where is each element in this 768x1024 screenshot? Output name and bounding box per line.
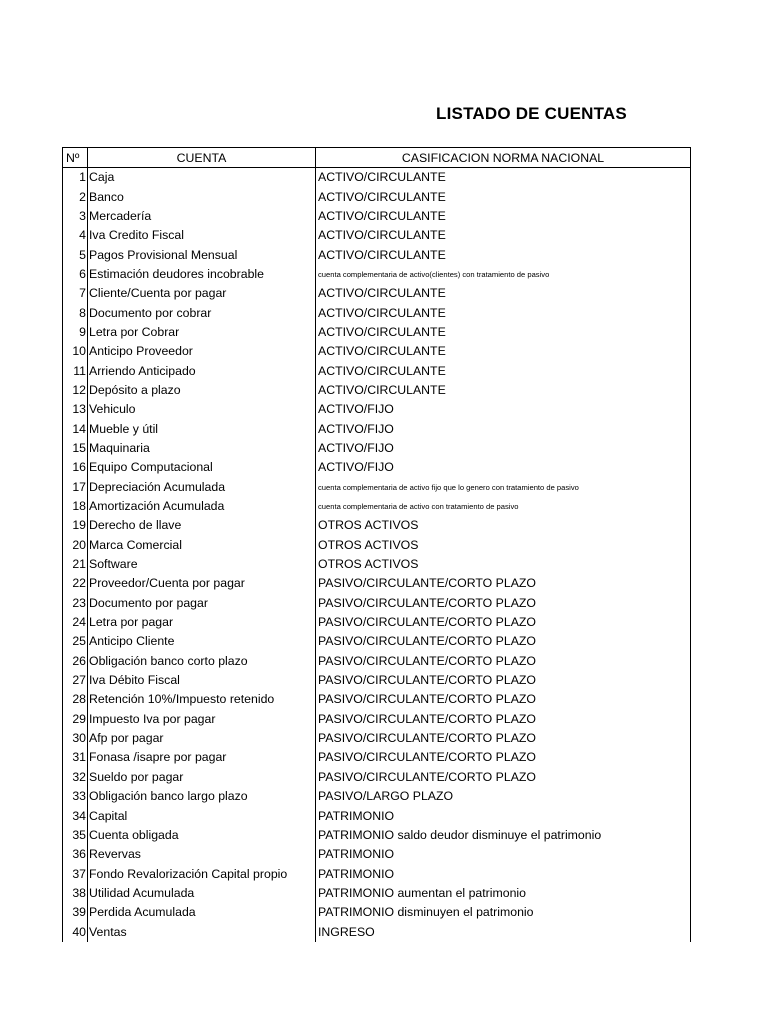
account-name: Capital (88, 806, 316, 825)
table-body (63, 168, 691, 942)
account-name: Afp por pagar (88, 729, 316, 748)
account-classification: PASIVO/CIRCULANTE/CORTO PLAZO (316, 768, 691, 787)
account-classification: cuenta complementaria de activo con tratamiento de pasivo (316, 497, 691, 516)
account-classification: PASIVO/CIRCULANTE/CORTO PLAZO (316, 594, 691, 613)
table-row (63, 826, 691, 845)
account-name: Derecho de llave (88, 516, 316, 535)
row-number: 31 (63, 748, 88, 767)
table-row (63, 284, 691, 303)
row-number: 12 (63, 381, 88, 400)
account-name: Obligación banco corto plazo (88, 652, 316, 671)
table-row (63, 245, 691, 264)
account-name: Fonasa /isapre por pagar (88, 748, 316, 767)
account-classification: OTROS ACTIVOS (316, 555, 691, 574)
row-number: 30 (63, 729, 88, 748)
account-classification: OTROS ACTIVOS (316, 536, 691, 555)
account-classification: ACTIVO/CIRCULANTE (316, 168, 691, 188)
account-name: Iva Credito Fiscal (88, 226, 316, 245)
table-row (63, 381, 691, 400)
account-name: Documento por pagar (88, 594, 316, 613)
table-row (63, 903, 691, 922)
row-number: 21 (63, 555, 88, 574)
account-name: Banco (88, 187, 316, 206)
account-classification: PATRIMONIO (316, 845, 691, 864)
account-classification: ACTIVO/CIRCULANTE (316, 381, 691, 400)
account-classification: ACTIVO/FIJO (316, 439, 691, 458)
row-number: 35 (63, 826, 88, 845)
table-row (63, 555, 691, 574)
row-number: 3 (63, 207, 88, 226)
row-number: 37 (63, 864, 88, 883)
account-classification: ACTIVO/CIRCULANTE (316, 361, 691, 380)
table-row (63, 439, 691, 458)
row-number: 18 (63, 497, 88, 516)
table-row (63, 671, 691, 690)
account-name: Depósito a plazo (88, 381, 316, 400)
row-number: 24 (63, 613, 88, 632)
table-row (63, 864, 691, 883)
account-classification: PASIVO/LARGO PLAZO (316, 787, 691, 806)
table-row (63, 342, 691, 361)
account-classification: PATRIMONIO aumentan el patrimonio (316, 884, 691, 903)
row-number: 22 (63, 574, 88, 593)
table-row (63, 400, 691, 419)
row-number: 26 (63, 652, 88, 671)
table-row (63, 884, 691, 903)
account-classification: ACTIVO/CIRCULANTE (316, 303, 691, 322)
row-number: 14 (63, 419, 88, 438)
row-number: 20 (63, 536, 88, 555)
row-number: 32 (63, 768, 88, 787)
row-number: 17 (63, 478, 88, 497)
table-row (63, 168, 691, 188)
table-row (63, 652, 691, 671)
table-row (63, 361, 691, 380)
account-name: Software (88, 555, 316, 574)
table-row (63, 787, 691, 806)
row-number: 33 (63, 787, 88, 806)
account-name: Obligación banco largo plazo (88, 787, 316, 806)
account-name: Maquinaria (88, 439, 316, 458)
row-number: 34 (63, 806, 88, 825)
account-classification: PATRIMONIO (316, 806, 691, 825)
account-name: Perdida Acumulada (88, 903, 316, 922)
accounts-table-container (62, 147, 691, 942)
table-row (63, 690, 691, 709)
account-name: Impuesto Iva por pagar (88, 710, 316, 729)
row-number: 8 (63, 303, 88, 322)
account-classification: PASIVO/CIRCULANTE/CORTO PLAZO (316, 652, 691, 671)
table-row (63, 419, 691, 438)
table-row (63, 845, 691, 864)
account-name: Cuenta obligada (88, 826, 316, 845)
accounts-table (62, 147, 691, 942)
table-row (63, 613, 691, 632)
account-classification: PATRIMONIO (316, 864, 691, 883)
account-name: Caja (88, 168, 316, 188)
row-number: 15 (63, 439, 88, 458)
account-classification: PASIVO/CIRCULANTE/CORTO PLAZO (316, 748, 691, 767)
account-name: Arriendo Anticipado (88, 361, 316, 380)
account-name: Retención 10%/Impuesto retenido (88, 690, 316, 709)
account-name: Depreciación Acumulada (88, 478, 316, 497)
row-number: 19 (63, 516, 88, 535)
account-classification: PASIVO/CIRCULANTE/CORTO PLAZO (316, 710, 691, 729)
account-name: Ventas (88, 922, 316, 941)
account-classification: ACTIVO/CIRCULANTE (316, 226, 691, 245)
row-number: 16 (63, 458, 88, 477)
account-classification: ACTIVO/CIRCULANTE (316, 207, 691, 226)
account-name: Revervas (88, 845, 316, 864)
account-classification: ACTIVO/CIRCULANTE (316, 342, 691, 361)
row-number: 9 (63, 323, 88, 342)
account-name: Cliente/Cuenta por pagar (88, 284, 316, 303)
column-header-cuenta: CUENTA (88, 148, 316, 168)
account-classification: ACTIVO/FIJO (316, 458, 691, 477)
account-classification: INGRESO (316, 922, 691, 941)
account-name: Marca Comercial (88, 536, 316, 555)
account-classification: ACTIVO/CIRCULANTE (316, 245, 691, 264)
account-name: Mercadería (88, 207, 316, 226)
table-row (63, 922, 691, 941)
row-number: 40 (63, 922, 88, 941)
row-number: 36 (63, 845, 88, 864)
account-name: Proveedor/Cuenta por pagar (88, 574, 316, 593)
table-row (63, 516, 691, 535)
table-row (63, 574, 691, 593)
table-row (63, 536, 691, 555)
table-row (63, 323, 691, 342)
row-number: 13 (63, 400, 88, 419)
row-number: 38 (63, 884, 88, 903)
account-classification: PASIVO/CIRCULANTE/CORTO PLAZO (316, 632, 691, 651)
row-number: 39 (63, 903, 88, 922)
row-number: 5 (63, 245, 88, 264)
table-row (63, 207, 691, 226)
account-classification: OTROS ACTIVOS (316, 516, 691, 535)
account-classification: PASIVO/CIRCULANTE/CORTO PLAZO (316, 690, 691, 709)
account-classification: ACTIVO/CIRCULANTE (316, 284, 691, 303)
account-classification: cuenta complementaria de activo fijo que lo genero con tratamiento de pasivo (316, 478, 691, 497)
row-number: 29 (63, 710, 88, 729)
account-name: Mueble y útil (88, 419, 316, 438)
account-name: Equipo Computacional (88, 458, 316, 477)
account-name: Vehiculo (88, 400, 316, 419)
account-classification: PASIVO/CIRCULANTE/CORTO PLAZO (316, 613, 691, 632)
table-row (63, 710, 691, 729)
account-name: Letra por Cobrar (88, 323, 316, 342)
account-name: Anticipo Proveedor (88, 342, 316, 361)
row-number: 11 (63, 361, 88, 380)
row-number: 23 (63, 594, 88, 613)
table-row (63, 303, 691, 322)
table-row (63, 768, 691, 787)
account-classification: ACTIVO/FIJO (316, 400, 691, 419)
row-number: 2 (63, 187, 88, 206)
account-classification: PASIVO/CIRCULANTE/CORTO PLAZO (316, 671, 691, 690)
account-name: Fondo Revalorización Capital propio (88, 864, 316, 883)
account-name: Anticipo Cliente (88, 632, 316, 651)
table-row (63, 729, 691, 748)
account-name: Utilidad Acumulada (88, 884, 316, 903)
row-number: 28 (63, 690, 88, 709)
account-classification: ACTIVO/CIRCULANTE (316, 187, 691, 206)
row-number: 10 (63, 342, 88, 361)
account-classification: ACTIVO/CIRCULANTE (316, 323, 691, 342)
table-row (63, 497, 691, 516)
account-classification: cuenta complementaria de activo(clientes) con tratamiento de pasivo (316, 265, 691, 284)
row-number: 4 (63, 226, 88, 245)
row-number: 27 (63, 671, 88, 690)
table-header-row (63, 148, 691, 168)
account-name: Letra por pagar (88, 613, 316, 632)
account-name: Pagos Provisional Mensual (88, 245, 316, 264)
table-row (63, 226, 691, 245)
account-name: Estimación deudores incobrable (88, 265, 316, 284)
account-classification: PASIVO/CIRCULANTE/CORTO PLAZO (316, 574, 691, 593)
account-classification: ACTIVO/FIJO (316, 419, 691, 438)
table-row (63, 478, 691, 497)
table-row (63, 594, 691, 613)
row-number: 6 (63, 265, 88, 284)
page-title: LISTADO DE CUENTAS (436, 104, 627, 123)
table-row (63, 632, 691, 651)
table-row (63, 806, 691, 825)
row-number: 7 (63, 284, 88, 303)
account-name: Sueldo por pagar (88, 768, 316, 787)
row-number: 1 (63, 168, 88, 188)
row-number: 25 (63, 632, 88, 651)
table-row (63, 265, 691, 284)
account-classification: PASIVO/CIRCULANTE/CORTO PLAZO (316, 729, 691, 748)
table-row (63, 748, 691, 767)
column-header-clasificacion: CASIFICACION NORMA NACIONAL (316, 148, 691, 168)
account-classification: PATRIMONIO saldo deudor disminuye el patrimonio (316, 826, 691, 845)
column-header-number: Nº (63, 148, 88, 168)
account-name: Iva Débito Fiscal (88, 671, 316, 690)
table-row (63, 458, 691, 477)
account-name: Amortización Acumulada (88, 497, 316, 516)
account-name: Documento por cobrar (88, 303, 316, 322)
account-classification: PATRIMONIO disminuyen el patrimonio (316, 903, 691, 922)
table-row (63, 187, 691, 206)
